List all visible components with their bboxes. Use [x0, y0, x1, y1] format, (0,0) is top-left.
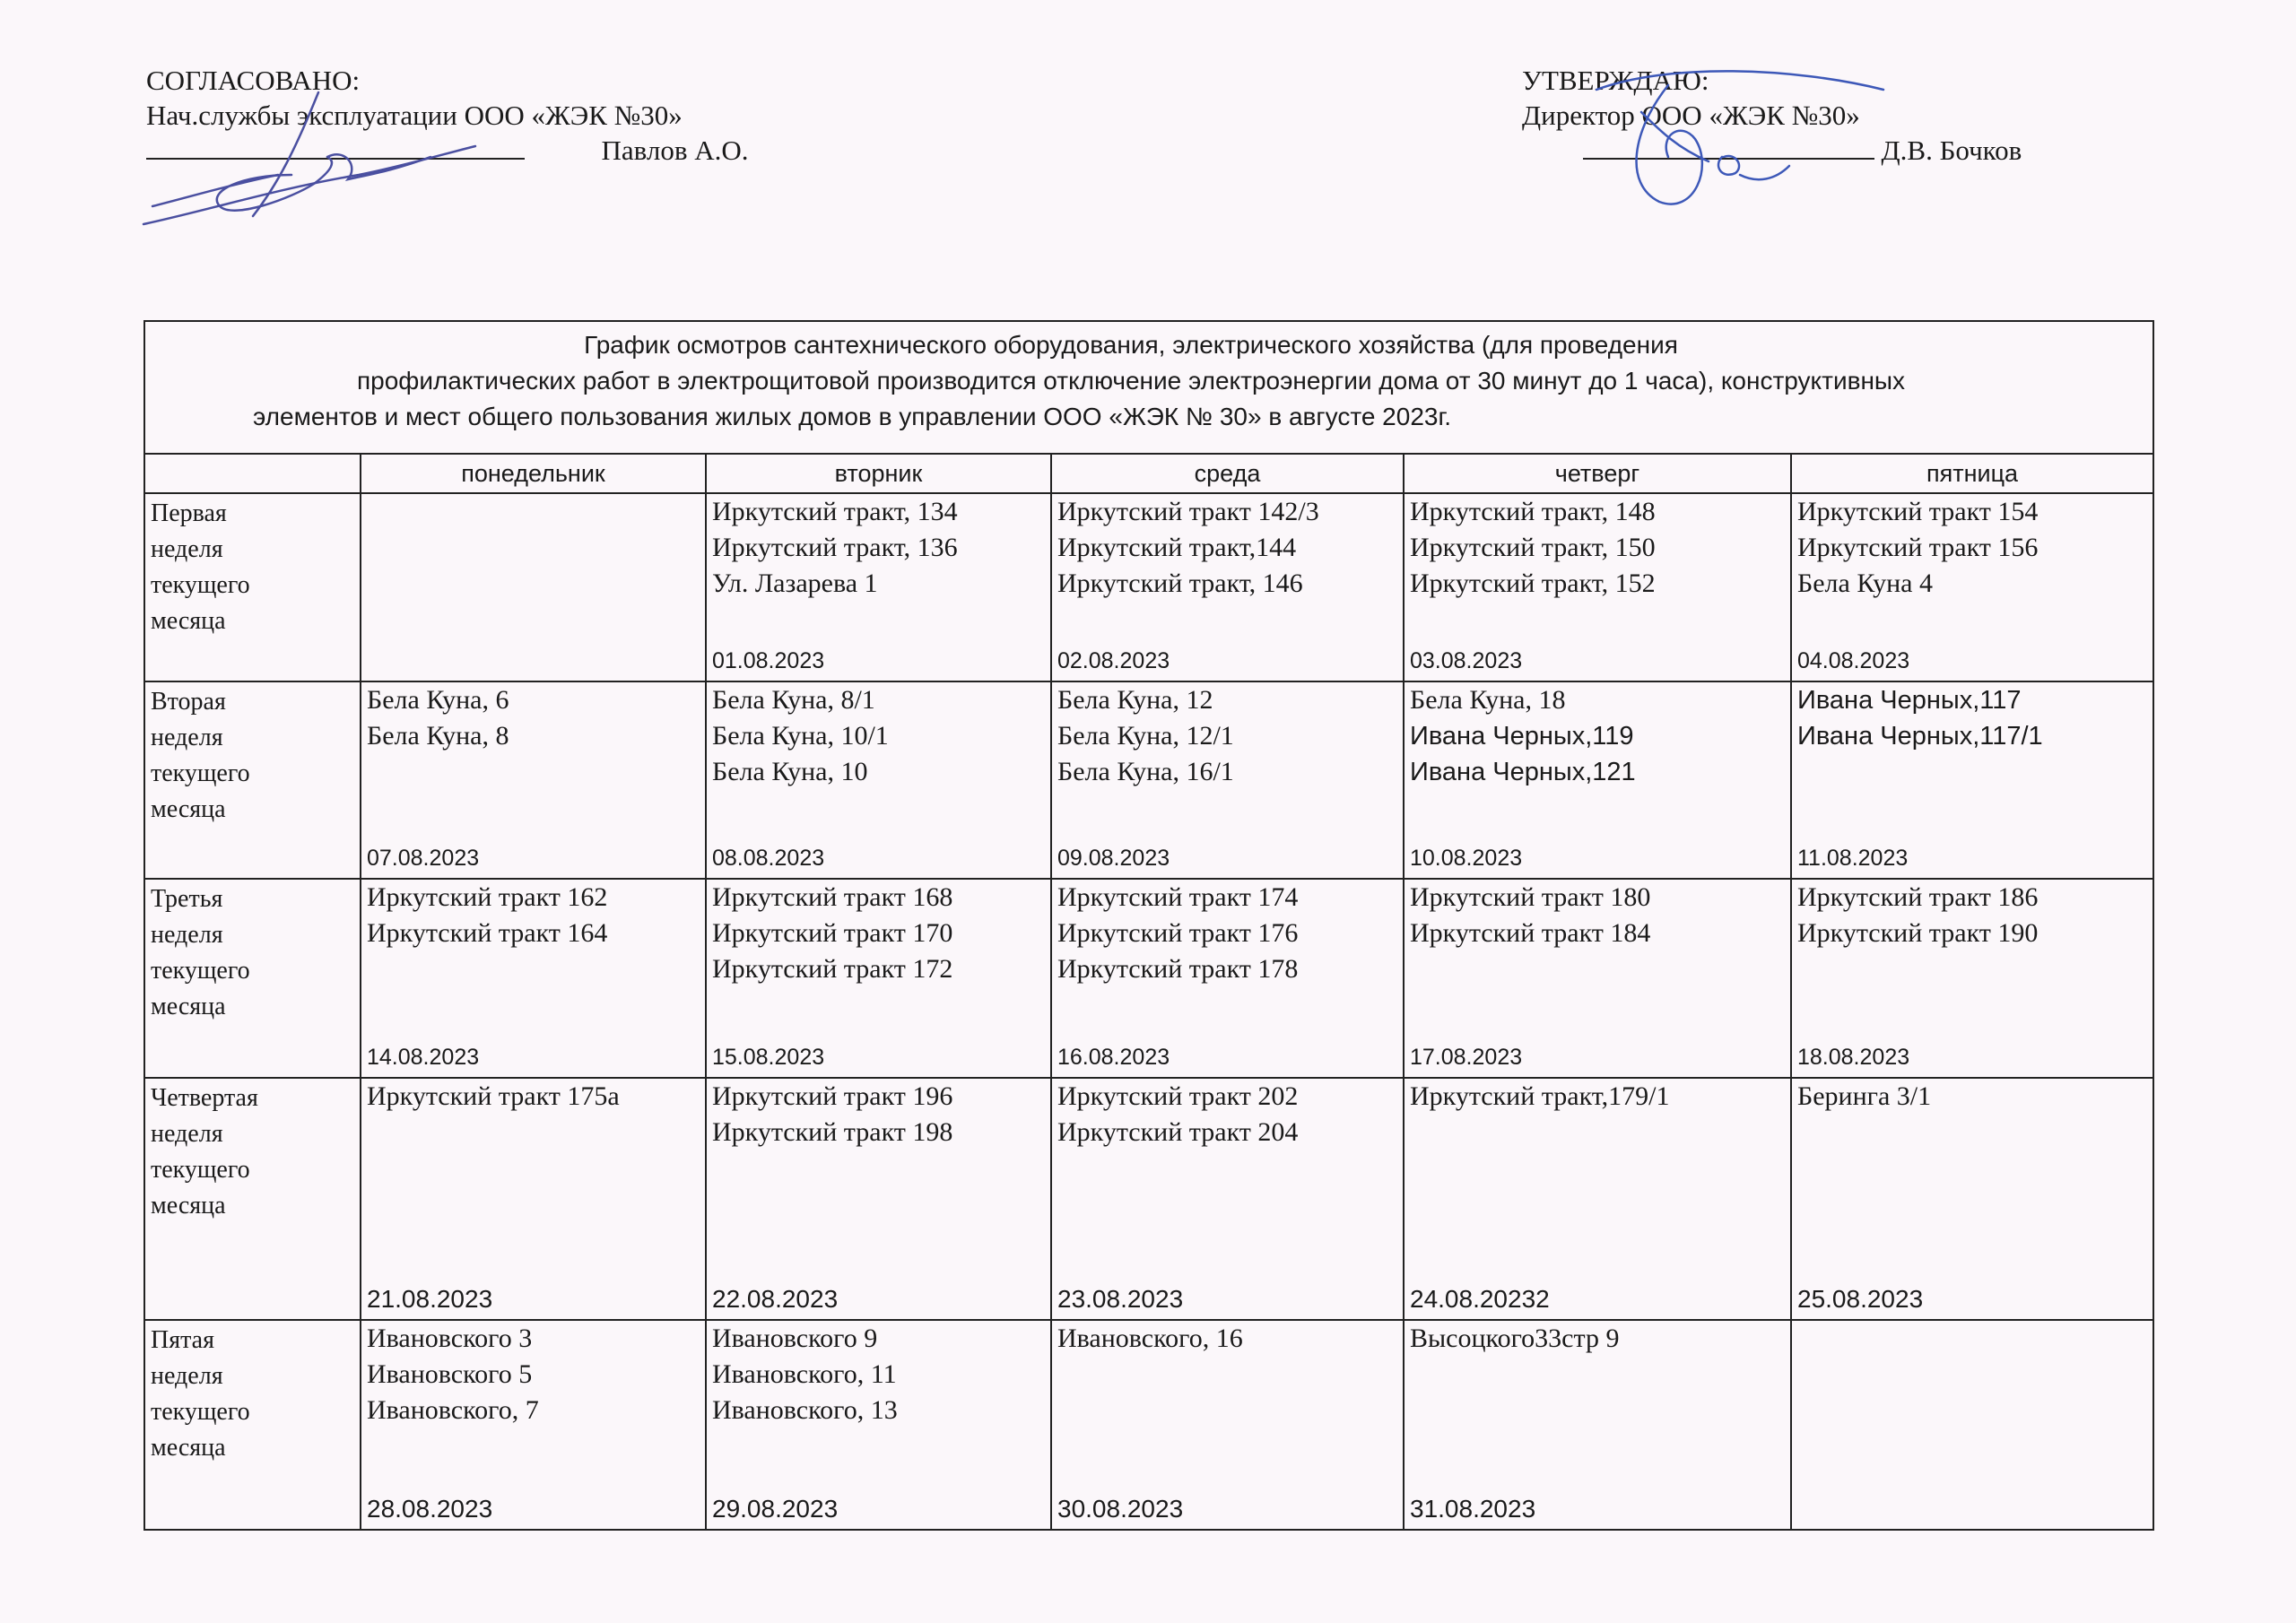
- day-header: понедельник: [361, 454, 706, 493]
- address: Иркутский тракт 175а: [367, 1081, 620, 1111]
- week-row: [144, 493, 2153, 681]
- address: Иркутский тракт,144: [1057, 533, 1297, 562]
- address: Иркутский тракт, 134: [712, 497, 958, 526]
- address: Иркутский тракт 174: [1057, 882, 1299, 912]
- inspection-date: 23.08.2023: [1057, 1285, 1184, 1313]
- agreed-signature-row: [146, 133, 749, 168]
- title-line: График осмотров сантехнического оборудования, электрического хозяйства (для проведения: [584, 331, 1678, 359]
- address: Иркутский тракт,179/1: [1410, 1081, 1670, 1111]
- address: Иркутский тракт 162: [367, 882, 608, 912]
- address: Ул. Лазарева 1: [712, 568, 878, 598]
- schedule-cell: [1791, 681, 2153, 879]
- week-label-line: текущего: [151, 571, 250, 599]
- address: Бела Куна, 8: [367, 721, 509, 751]
- week-label-line: месяца: [151, 795, 226, 823]
- schedule-cell: [706, 1078, 1051, 1320]
- week-label: [144, 1320, 361, 1530]
- schedule-cell: [361, 681, 706, 879]
- address: Иркутский тракт 198: [712, 1117, 953, 1147]
- week-row: [144, 1320, 2153, 1530]
- address: Иркутский тракт 180: [1410, 882, 1651, 912]
- inspection-date: 10.08.2023: [1410, 846, 1523, 871]
- day-header-row: [144, 454, 2153, 493]
- address: Ивана Черных,121: [1410, 758, 1636, 786]
- address: Бела Куна, 8/1: [712, 685, 875, 715]
- agreed-position: Нач.службы эксплуатации ООО «ЖЭК №30»: [146, 100, 683, 131]
- approve-signature-row: [1522, 133, 2022, 168]
- schedule-cell: [1791, 1320, 2153, 1530]
- address: Иркутский тракт 186: [1797, 882, 2039, 912]
- inspection-date: 25.08.2023: [1797, 1285, 1924, 1313]
- week-label-line: текущего: [151, 759, 250, 787]
- schedule-cell: [706, 681, 1051, 879]
- address: Беринга 3/1: [1797, 1081, 1932, 1111]
- address: Бела Куна, 12/1: [1057, 721, 1234, 751]
- inspection-date: 18.08.2023: [1797, 1045, 1910, 1070]
- inspection-date: 17.08.2023: [1410, 1045, 1523, 1070]
- inspection-date: 29.08.2023: [712, 1495, 839, 1523]
- address: Ивановского, 11: [712, 1359, 897, 1389]
- address: Ивановского 9: [712, 1324, 878, 1353]
- address: Иркутский тракт 204: [1057, 1117, 1299, 1147]
- inspection-date: 28.08.2023: [367, 1495, 493, 1523]
- week-label-line: Пятая: [151, 1326, 214, 1354]
- inspection-schedule-table: [144, 320, 2154, 1531]
- day-header: пятница: [1791, 454, 2153, 493]
- week-label-line: Первая: [151, 499, 227, 527]
- week-label: [144, 1078, 361, 1320]
- schedule-cell: [1051, 493, 1404, 681]
- address: Иркутский тракт 176: [1057, 918, 1299, 948]
- inspection-date: 14.08.2023: [367, 1045, 480, 1070]
- address: Бела Куна, 6: [367, 685, 509, 715]
- inspection-date: 02.08.2023: [1057, 648, 1170, 673]
- week-label: [144, 879, 361, 1078]
- week-label-line: месяца: [151, 993, 226, 1020]
- address: Ивановского 3: [367, 1324, 533, 1353]
- address: Иркутский тракт, 146: [1057, 568, 1303, 598]
- schedule-cell: [1051, 681, 1404, 879]
- schedule-cell: [1404, 1078, 1791, 1320]
- address: Ивана Черных,117/1: [1797, 722, 2043, 751]
- day-header: среда: [1051, 454, 1404, 493]
- title-line: элементов и мест общего пользования жилых домов в управлении ООО «ЖЭК № 30» в августе 2023г.: [253, 403, 1452, 430]
- agreed-name: Павлов А.О.: [601, 135, 749, 166]
- address: Иркутский тракт 170: [712, 918, 953, 948]
- inspection-date: 21.08.2023: [367, 1285, 493, 1313]
- schedule-cell: [1404, 681, 1791, 879]
- inspection-date: 24.08.20232: [1410, 1285, 1550, 1313]
- schedule-cell: [1051, 1078, 1404, 1320]
- week-label: [144, 493, 361, 681]
- day-header: четверг: [1404, 454, 1791, 493]
- schedule-cell: [1791, 879, 2153, 1078]
- week-label-line: неделя: [151, 1120, 223, 1148]
- inspection-date: 15.08.2023: [712, 1045, 825, 1070]
- schedule-cell: [361, 1078, 706, 1320]
- schedule-cell: [361, 879, 706, 1078]
- schedule-cell: [1051, 1320, 1404, 1530]
- signature-line: [1583, 158, 1874, 160]
- week-label-line: неделя: [151, 724, 223, 751]
- week-label-line: неделя: [151, 1362, 223, 1390]
- address: Ивана Черных,117: [1797, 686, 2022, 715]
- address: Иркутский тракт 202: [1057, 1081, 1299, 1111]
- inspection-date: 07.08.2023: [367, 846, 480, 871]
- address: Иркутский тракт 142/3: [1057, 497, 1319, 526]
- approve-position: Директор ООО «ЖЭК №30»: [1522, 100, 1860, 131]
- address: Иркутский тракт 190: [1797, 918, 2039, 948]
- week-label-line: неделя: [151, 921, 223, 949]
- inspection-date: 16.08.2023: [1057, 1045, 1170, 1070]
- address: Иркутский тракт 184: [1410, 918, 1651, 948]
- address: Бела Куна, 16/1: [1057, 757, 1234, 786]
- week-label-line: неделя: [151, 535, 223, 563]
- inspection-date: 01.08.2023: [712, 648, 825, 673]
- agreed-label: СОГЛАСОВАНО:: [146, 65, 361, 96]
- schedule-cell: [1791, 493, 2153, 681]
- week-label-line: месяца: [151, 1192, 226, 1219]
- address: Бела Куна, 10/1: [712, 721, 889, 751]
- address: Иркутский тракт 196: [712, 1081, 953, 1111]
- address: Бела Куна, 12: [1057, 685, 1213, 715]
- schedule-cell: [361, 493, 706, 681]
- schedule-cell: [1404, 879, 1791, 1078]
- week-label-line: месяца: [151, 607, 226, 635]
- inspection-date: 11.08.2023: [1797, 846, 1909, 871]
- week-label-line: Четвертая: [151, 1084, 258, 1112]
- week-row: [144, 681, 2153, 879]
- day-header: вторник: [706, 454, 1051, 493]
- address: Бела Куна, 18: [1410, 685, 1566, 715]
- schedule-cell: [361, 1320, 706, 1530]
- schedule-title: [144, 321, 2153, 454]
- address: Иркутский тракт, 152: [1410, 568, 1656, 598]
- title-line: профилактических работ в электрощитовой производится отключение электроэнергии дома от 30 минут до 1 часа), конструктивных: [356, 367, 1906, 395]
- inspection-date: 22.08.2023: [712, 1285, 839, 1313]
- schedule-cell: [1791, 1078, 2153, 1320]
- week-rows: [144, 493, 2153, 1530]
- inspection-date: 31.08.2023: [1410, 1495, 1536, 1523]
- approval-agreed-block: [146, 63, 749, 168]
- signature-line: [146, 158, 525, 160]
- address: Иркутский тракт, 136: [712, 533, 958, 562]
- address: Бела Куна 4: [1797, 568, 1933, 598]
- inspection-date: 30.08.2023: [1057, 1495, 1184, 1523]
- address: Ивана Черных,119: [1410, 722, 1634, 751]
- week-label-line: текущего: [151, 1156, 250, 1184]
- address: Иркутский тракт 168: [712, 882, 953, 912]
- address: Иркутский тракт 172: [712, 954, 953, 984]
- inspection-date: 04.08.2023: [1797, 648, 1910, 673]
- approve-name: Д.В. Бочков: [1881, 135, 2022, 166]
- address: Высоцкого33стр 9: [1410, 1324, 1620, 1353]
- week-row: [144, 879, 2153, 1078]
- schedule-cell: [706, 879, 1051, 1078]
- address: Иркутский тракт, 150: [1410, 533, 1656, 562]
- address: Ивановского, 13: [712, 1395, 898, 1425]
- week-label-line: Вторая: [151, 688, 226, 716]
- schedule-cell: [706, 493, 1051, 681]
- week-label-line: текущего: [151, 957, 250, 985]
- title-row: [144, 321, 2153, 454]
- inspection-date: 09.08.2023: [1057, 846, 1170, 871]
- address: Ивановского, 16: [1057, 1324, 1243, 1353]
- schedule-cell: [1404, 493, 1791, 681]
- approve-label: УТВЕРЖДАЮ:: [1522, 65, 1709, 96]
- address: Иркутский тракт 164: [367, 918, 608, 948]
- week-label-line: месяца: [151, 1434, 226, 1462]
- address: Бела Куна, 10: [712, 757, 868, 786]
- week-row: [144, 1078, 2153, 1320]
- address: Иркутский тракт 154: [1797, 497, 2039, 526]
- week-label: [144, 681, 361, 879]
- inspection-date: 08.08.2023: [712, 846, 825, 871]
- corner-cell: [144, 454, 361, 493]
- address: Ивановского 5: [367, 1359, 533, 1389]
- schedule-cell: [1051, 879, 1404, 1078]
- address: Ивановского, 7: [367, 1395, 539, 1425]
- address: Иркутский тракт 178: [1057, 954, 1299, 984]
- inspection-date: 03.08.2023: [1410, 648, 1523, 673]
- schedule-cell: [1404, 1320, 1791, 1530]
- address: Иркутский тракт 156: [1797, 533, 2039, 562]
- approval-approve-block: [1522, 63, 2022, 168]
- week-label-line: Третья: [151, 885, 223, 913]
- schedule-cell: [706, 1320, 1051, 1530]
- address: Иркутский тракт, 148: [1410, 497, 1656, 526]
- week-label-line: текущего: [151, 1398, 250, 1426]
